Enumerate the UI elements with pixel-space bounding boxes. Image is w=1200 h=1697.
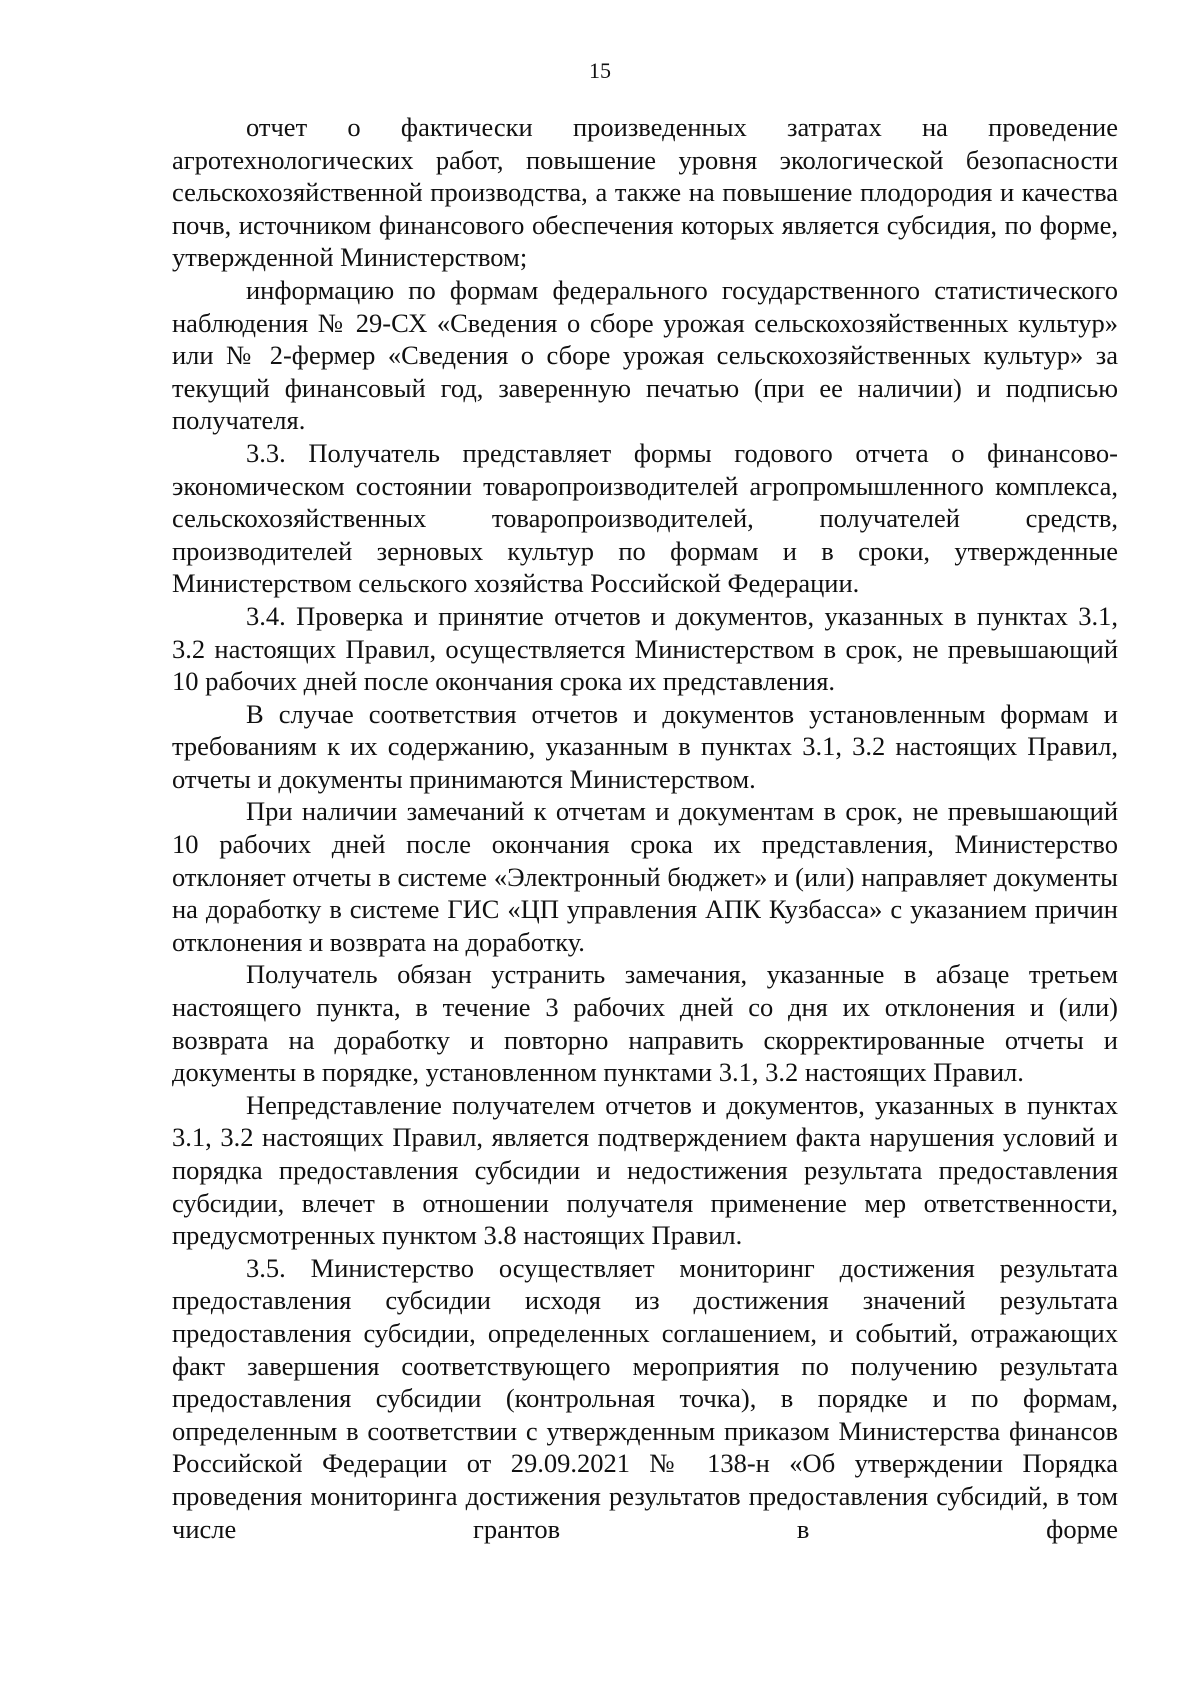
page-number: 15 [589,58,611,83]
paragraph-clause-3-3: 3.3. Получатель представляет формы годового отчета о финансово-экономическом состоянии товаропроизводителей агропромышленного комплекса, сельскохозяйственных товаропроизводителей, получателей средств, производителей зерновых культур по формам и в сроки, утвержденные Министерством сельского хозяйства Российской Федерации. [172,437,1118,599]
paragraph-report-costs: отчет о фактически произведенных затратах на проведение агротехнологических работ, повышение уровня экологической безопасности сельскохозяйственной производства, а также на повышение плодородия и качества почв, источником финансового обеспечения которых является субсидия, по форме, утвержденной Министерством; [172,112,1118,273]
paragraph-statistical-forms: информацию по формам федерального государственного статистического наблюдения № 29-СХ «Сведения о сборе урожая сельскохозяйственных культур» или № 2-фермер «Сведения о сборе урожая сельскохозяйственных культур» за текущий финансовый год, заверенную печатью (при ее наличии) и подписью получателя. [172,274,1118,436]
paragraph-non-submission: Непредставление получателем отчетов и документов, указанных в пунктах 3.1, 3.2 настоящих Правил, является подтверждением факта нарушения условий и порядка предоставления субсидии и недостижения результата предоставления субсидии, влечет в отношении получателя применение мер ответственности, предусмотренных пунктом 3.8 настоящих Правил. [172,1089,1118,1251]
paragraph-acceptance: В случае соответствия отчетов и документов установленным формам и требованиям к их содержанию, указанным в пунктах 3.1, 3.2 настоящих Правил, отчеты и документы принимаются Министерством. [172,698,1118,794]
paragraph-correction: Получатель обязан устранить замечания, указанные в абзаце третьем настоящего пункта, в течение 3 рабочих дней со дня их отклонения и (или) возврата на доработку и повторно направить скорректированные отчеты и документы в порядке, установленном пунктами 3.1, 3.2 настоящих Правил. [172,959,1118,1088]
paragraph-remarks: При наличии замечаний к отчетам и документам в срок, не превышающий 10 рабочих дней после окончания срока их представления, Министерство отклоняет отчеты в системе «Электронный бюджет» и (или) направляет документы на доработку в системе ГИС «ЦП управления АПК Кузбасса» с указанием причин отклонения и возврата на доработку. [172,796,1118,957]
paragraph-clause-3-4: 3.4. Проверка и принятие отчетов и документов, указанных в пунктах 3.1, 3.2 настоящих Правил, осуществляется Министерством в срок, не превышающий 10 рабочих дней после окончания срока их представления. [172,600,1118,697]
document-body [172,111,1118,1545]
paragraph-clause-3-5: 3.5. Министерство осуществляет мониторинг достижения результата предоставления субсидии исходя из достижения значений результата предоставления субсидии, определенных соглашением, и событий, отражающих факт завершения соответствующего мероприятия по получению результата предоставления субсидии (контрольная точка), в порядке и по формам, определенным в соответствии с утвержденным приказом Министерства финансов Российской Федерации от 29.09.2021 № 138-н «Об утверждении Порядка проведения мониторинга достижения результатов предоставления субсидий, в том числе грантов в форме [172,1252,1118,1544]
